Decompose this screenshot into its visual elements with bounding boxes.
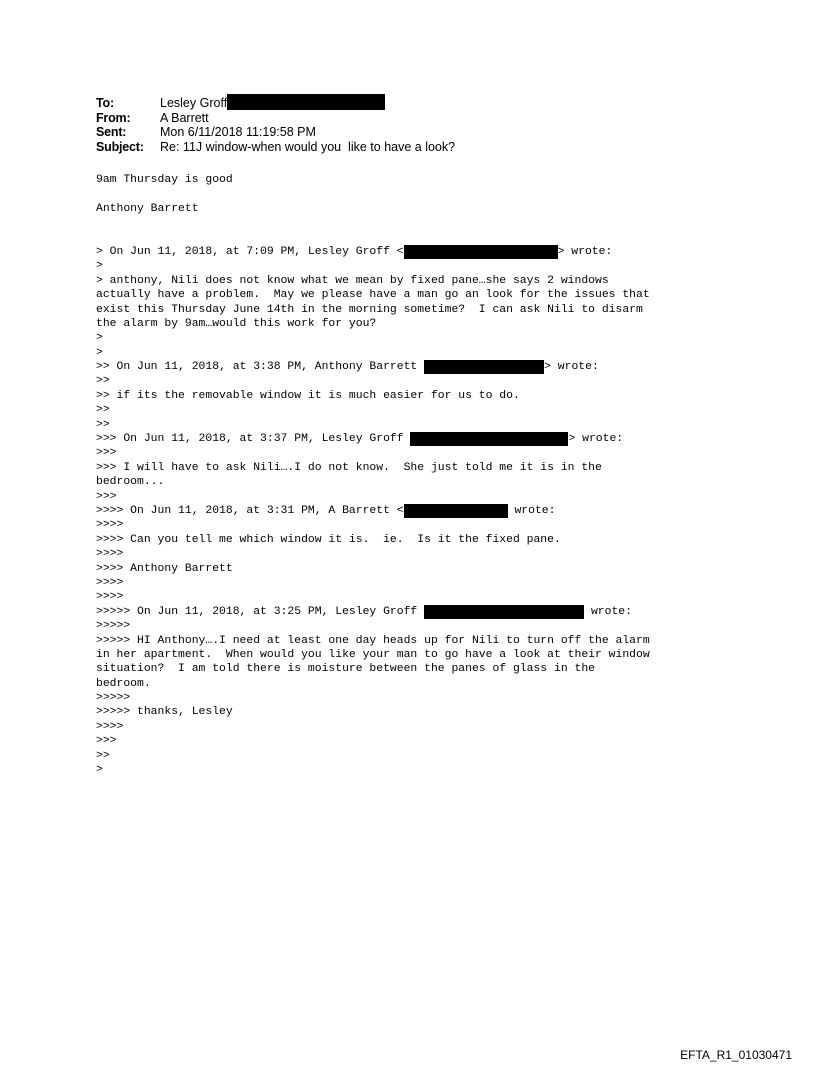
sent-value: Mon 6/11/2018 11:19:58 PM (160, 125, 316, 139)
quote-line: >>>> Can you tell me which window it is. ie. Is it the fixed pane. (96, 533, 561, 546)
from-value: A Barrett (160, 110, 209, 125)
quote-line: >>>>> HI Anthony….I need at least one day heads up for Nili to turn off the alarm (96, 634, 650, 647)
quote-line: > (96, 260, 103, 273)
subject-row (96, 140, 736, 155)
quote-line: >> (96, 375, 110, 388)
quote-line: > (96, 332, 103, 345)
quote-line: >>>>> (96, 620, 131, 633)
quote-line: >>>> Anthony Barrett (96, 562, 233, 575)
quote-line: bedroom... (96, 476, 165, 489)
quote-line: situation? I am told there is moisture between the panes of glass in the (96, 663, 595, 676)
quote-header-4: >>>> On Jun 11, 2018, at 3:31 PM, A Barrett < wrote: (96, 504, 556, 517)
from-row (96, 111, 736, 126)
to-value: Lesley Groff (160, 96, 228, 110)
quote-line: >>> (96, 447, 117, 460)
quote-header-3: >>> On Jun 11, 2018, at 3:37 PM, Lesley Groff > wrote: (96, 433, 624, 446)
quote-line: actually have a problem. May we please have a man go an look for the issues that (96, 289, 650, 302)
email-header (96, 96, 736, 154)
quote-line: >>> (96, 735, 117, 748)
quote-header-1: > On Jun 11, 2018, at 7:09 PM, Lesley Groff < > wrote: (96, 245, 613, 258)
quote-line: the alarm by 9am…would this work for you? (96, 317, 377, 330)
from-label: From: (96, 110, 131, 125)
quote-line: > (96, 346, 103, 359)
document-id: EFTA_R1_01030471 (680, 1048, 792, 1062)
subject-value: Re: 11J window-when would you like to have a look? (160, 139, 456, 154)
quote-line: >>>> (96, 519, 124, 532)
quote-line: bedroom. (96, 677, 151, 690)
quote-line: exist this Thursday June 14th in the morning sometime? I can ask Nili to disarm (96, 303, 643, 316)
quote-header-5: >>>>> On Jun 11, 2018, at 3:25 PM, Lesley Groff wrote: (96, 605, 632, 618)
redaction-box (424, 360, 544, 374)
to-label: To: (96, 96, 114, 110)
sent-row (96, 125, 736, 140)
quote-line: >>>> (96, 720, 124, 733)
quote-line: >>>>> thanks, Lesley (96, 706, 233, 719)
quote-line: >>>> (96, 548, 124, 561)
redaction-box (404, 504, 508, 518)
quote-line: >> (96, 404, 110, 417)
quote-line: >>>>> (96, 692, 131, 705)
redaction-box (424, 605, 584, 619)
quote-line: > (96, 764, 103, 777)
redaction-box (410, 432, 568, 446)
quote-line: >>>> (96, 576, 124, 589)
to-row (96, 96, 736, 111)
email-body (96, 173, 726, 777)
signature: Anthony Barrett (96, 202, 199, 215)
quote-line: >>> (96, 490, 117, 503)
quote-line: >>> I will have to ask Nili….I do not know. She just told me it is in the (96, 461, 602, 474)
quote-header-2: >> On Jun 11, 2018, at 3:38 PM, Anthony Barrett > wrote: (96, 361, 599, 374)
quote-line: > anthony, Nili does not know what we mean by fixed pane…she says 2 windows (96, 274, 609, 287)
quote-line: in her apartment. When would you like your man to go have a look at their window (96, 648, 650, 661)
quote-line: >>>> (96, 591, 124, 604)
quote-line: >> (96, 418, 110, 431)
quote-line: >> (96, 749, 110, 762)
sent-label: Sent: (96, 125, 127, 139)
subject-label: Subject: (96, 139, 144, 154)
redaction-box (227, 94, 385, 110)
quote-line: >> if its the removable window it is much easier for us to do. (96, 389, 520, 402)
reply-text: 9am Thursday is good (96, 174, 233, 186)
redaction-box (404, 245, 558, 259)
